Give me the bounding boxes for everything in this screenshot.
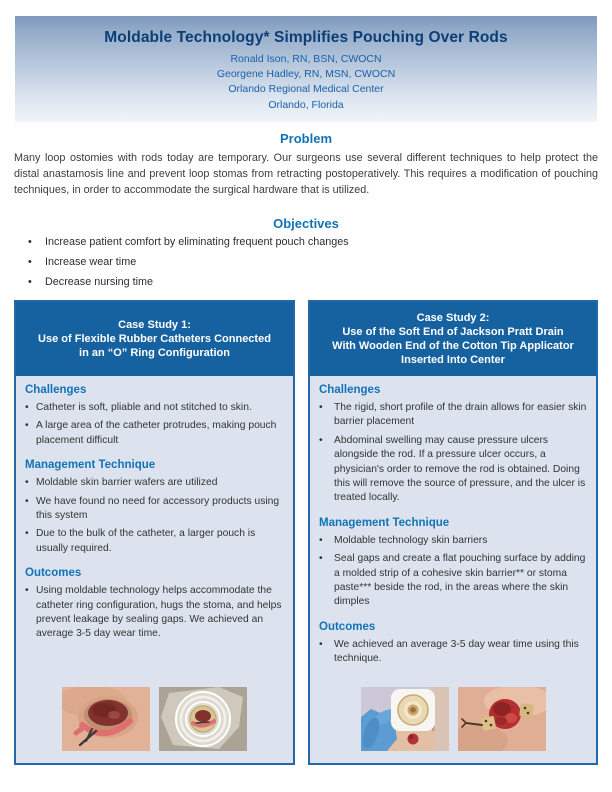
bullet-icon: •: [319, 402, 323, 413]
bullet-text: A large area of the catheter protrudes, making pouch placement difficult: [36, 420, 277, 446]
problem-heading: Problem: [279, 131, 332, 146]
case-study-2-photos: [319, 687, 587, 751]
management-technique-heading: Management Technique: [319, 516, 450, 529]
page-title: Moldable Technology* Simplifies Pouching Over Rods: [104, 29, 508, 46]
bullet-text: Catheter is soft, pliable and not stitched to skin.: [36, 402, 252, 413]
list-item: [28, 255, 588, 270]
gloved-hand-holding-skin-barrier-wafer-photo: [361, 687, 449, 751]
list-item: [319, 552, 587, 610]
bullet-text: We achieved an average 3-5 day wear time using this technique.: [334, 638, 579, 665]
case-title-line: Case Study 1:: [118, 318, 191, 331]
case-study-1-body: [16, 376, 293, 763]
bullet-text: Abdominal swelling may cause pressure ulcers alongside the rod. If a pressure ulcer occurs, a physician's order to remove the rod is obtained. Doing this will remove the source of pressure, and the ulcer is treated locally.: [334, 434, 586, 504]
case-title-line: Inserted Into Center: [401, 354, 505, 367]
bullet-icon: •: [25, 402, 29, 413]
challenges-heading: Challenges: [319, 384, 381, 396]
bullet-icon: •: [25, 477, 29, 489]
bullet-icon: •: [319, 534, 323, 546]
bullet-icon: •: [319, 553, 323, 565]
bullet-text: The rigid, short profile of the drain allows for easier skin barrier placement: [334, 402, 587, 428]
case-study-1-photos: [25, 687, 284, 751]
list-item: [25, 401, 284, 415]
bullet-text: Moldable technology skin barriers: [334, 534, 488, 546]
bullet-text: Moldable skin barrier wafers are utilized: [36, 477, 218, 489]
management-technique-heading: Management Technique: [25, 459, 156, 472]
case-study-2-body: [310, 376, 596, 763]
bullet-icon: •: [319, 638, 323, 650]
case-study-2-header: [310, 302, 596, 376]
outcomes-heading: Outcomes: [319, 620, 376, 633]
list-item: [28, 235, 588, 250]
bullet-text: We have found no need for accessory products using this system: [36, 495, 280, 522]
bullet-icon: •: [28, 276, 32, 289]
case-title-line: in an “O” Ring Configuration: [79, 347, 230, 360]
list-item: [319, 434, 587, 506]
author-block: [15, 52, 597, 113]
bullet-text: Seal gaps and create a flat pouching surface by adding a molded strip of a cohesive skin barrier** or stoma paste*** beside the rod, in the areas where the skin dimples: [334, 553, 586, 608]
list-item: [25, 584, 284, 642]
outcomes-heading: Outcomes: [25, 567, 82, 580]
affiliation-line: Orlando Regional Medical Center: [228, 83, 384, 96]
objectives-list: [28, 235, 588, 295]
case-title-line: With Wooden End of the Cotton Tip Applicator: [332, 340, 574, 352]
affiliation-line: Orlando, Florida: [268, 98, 344, 111]
list-item: [25, 527, 284, 556]
case-study-1-box: [14, 300, 295, 765]
case-title-line: Case Study 2:: [416, 311, 490, 324]
stoma-with-red-catheter-ring-photo: [62, 687, 150, 751]
problem-paragraph: Many loop ostomies with rods today are temporary. Our surgeons use several different techniques to help protect the distal anastamosis line and prevent loop stomas from retracting postoperatively. This requires a modification of pouching techniques, in order to accommodate the surgical hardware that is utilized.: [14, 152, 598, 197]
stoma-with-wooden-applicator-ends-photo: [458, 687, 546, 751]
author-line: Georgene Hadley, RN, MSN, CWOCN: [216, 68, 396, 81]
case-study-2-box: [308, 300, 598, 765]
bullet-icon: •: [28, 236, 32, 248]
objective-text: Increase wear time: [45, 256, 137, 269]
bullet-text: Due to the bulk of the catheter, a larger pouch is usually required.: [36, 528, 256, 554]
list-item: [25, 419, 284, 448]
objective-text: Increase patient comfort by eliminating frequent pouch changes: [45, 236, 349, 248]
case-study-columns: [14, 300, 598, 765]
masthead-banner: [15, 16, 597, 122]
bullet-icon: •: [25, 585, 29, 597]
bullet-icon: •: [25, 495, 29, 507]
list-item: [28, 275, 588, 290]
challenges-heading: Challenges: [25, 384, 87, 396]
objectives-heading: Objectives: [273, 216, 339, 231]
case-study-1-header: [16, 302, 293, 376]
case-title-line: Use of Flexible Rubber Catheters Connected: [38, 332, 271, 345]
case-title-line: Use of the Soft End of Jackson Pratt Drain: [342, 325, 564, 338]
bullet-icon: •: [25, 528, 29, 540]
list-item: [319, 534, 587, 548]
objective-text: Decrease nursing time: [45, 276, 154, 289]
bullet-icon: •: [319, 434, 323, 446]
list-item: [25, 476, 284, 490]
list-item: [319, 401, 587, 430]
author-line: Ronald Ison, RN, BSN, CWOCN: [230, 53, 382, 65]
list-item: [25, 495, 284, 524]
bullet-icon: •: [28, 256, 32, 269]
clear-barrier-flange-over-stoma-photo: [159, 687, 247, 751]
bullet-text: Using moldable technology helps accommodate the catheter ring configuration, hugs the stoma, and helps prevent leakage by sealing gaps. We achieved an average 3-5 day wear time.: [36, 585, 282, 640]
bullet-icon: •: [25, 420, 29, 432]
list-item: [319, 638, 587, 667]
